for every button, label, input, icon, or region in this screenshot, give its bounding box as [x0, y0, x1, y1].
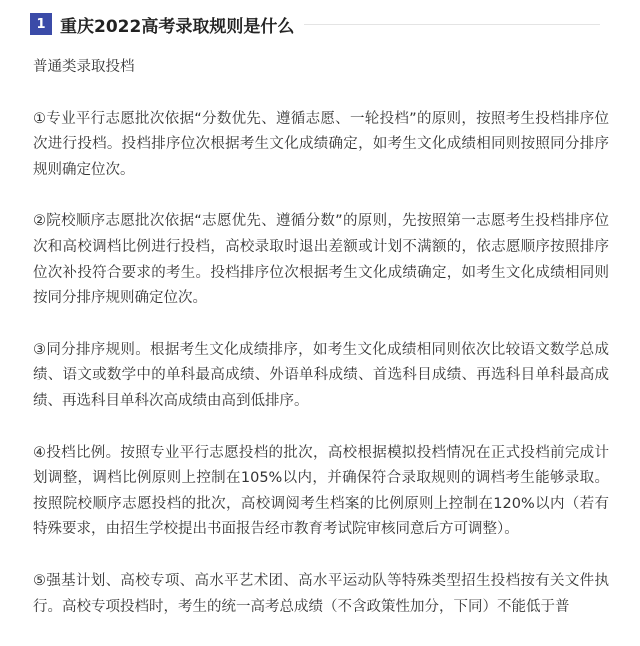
paragraph-5: ⑤强基计划、高校专项、高水平艺术团、高水平运动队等特殊类型招生投档按有关文件执行。高校专项投档时，考生的统一高考总成绩（不含政策性加分，下同）不能低于普 — [33, 572, 609, 615]
paragraph-4: ④投档比例。按照专业平行志愿投档的批次，高校根据模拟投档情况在正式投档前完成计划调整，调档比例原则上控制在105%以内，并确保符合录取规则的调档考生能够录取。按照院校顺序志愿投档的批次，高校调阅考生档案的比例原则上控制在120%以内（若有特殊要求，由招生学校提出书面报告经市教育考试院审核同意后方可调整）。 — [33, 444, 609, 538]
section-number-badge: 1 — [30, 13, 52, 35]
header-divider — [304, 24, 600, 25]
article-body — [33, 55, 609, 646]
paragraph-1: ①专业平行志愿批次依据“分数优先、遵循志愿、一轮投档”的原则，按照考生投档排序位次进行投档。投档排序位次根据考生文化成绩确定，如考生文化成绩相同则按照同分排序规则确定位次。 — [33, 110, 609, 178]
section-header — [30, 12, 600, 36]
paragraph-3: ③同分排序规则。根据考生文化成绩排序，如考生文化成绩相同则依次比较语文数学总成绩、语文或数学中的单科最高成绩、外语单科成绩、首选科目成绩、再选科目单科最高成绩、再选科目单科次高成绩由高到低排序。 — [33, 341, 609, 409]
section-title: 重庆2022高考录取规则是什么 — [60, 16, 295, 37]
subtitle: 普通类录取投档 — [33, 59, 135, 75]
paragraph-2: ②院校顺序志愿批次依据“志愿优先、遵循分数”的原则，先按照第一志愿考生投档排序位次和高校调档比例进行投档，高校录取时退出差额或计划不满额的，依志愿顺序按照排序位次补投符合要求的考生。投档排序位次根据考生文化成绩确定，如考生文化成绩相同则按同分排序规则确定位次。 — [33, 213, 609, 307]
